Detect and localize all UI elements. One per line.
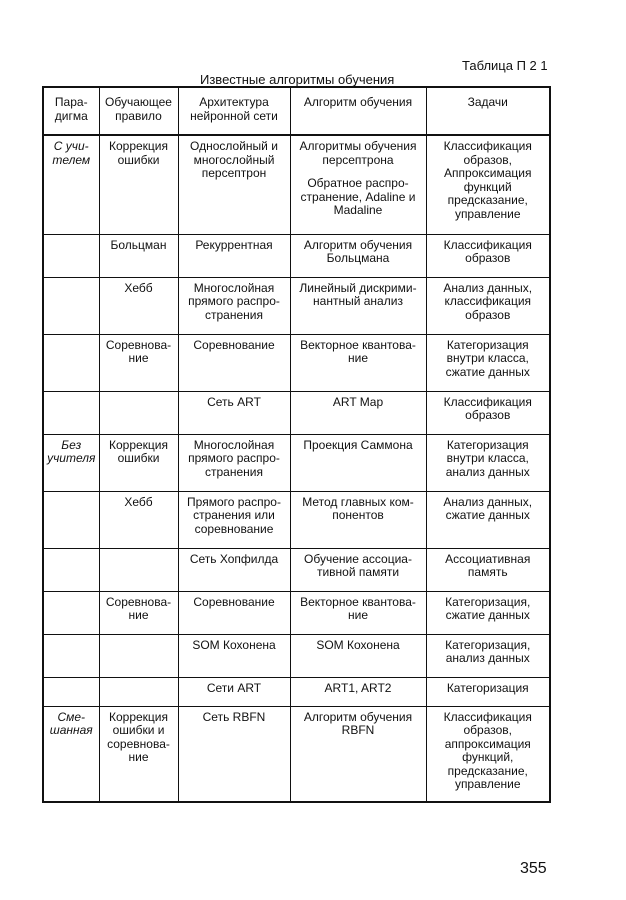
cell-algorithm: Проекция Саммона <box>290 434 426 491</box>
cell-algorithm: ART1, ART2 <box>290 677 426 706</box>
cell-architecture: Соревнование <box>178 591 290 634</box>
cell-architecture: Сети ART <box>178 677 290 706</box>
table-row <box>43 491 550 548</box>
header-algorithm: Алгоритм обучения <box>290 87 426 135</box>
cell-tasks: Классификация образов, аппроксимация функций, предсказание, управление <box>426 706 550 802</box>
cell-paradigm <box>43 277 99 334</box>
cell-algorithm: Линейный дискрими- нантный анализ <box>290 277 426 334</box>
header-architecture: Архитектура нейронной сети <box>178 87 290 135</box>
cell-tasks: Категоризация, сжатие данных <box>426 591 550 634</box>
cell-algorithm: Алгоритм обучения RBFN <box>290 706 426 802</box>
cell-architecture: Многослойная прямого распро- странения <box>178 277 290 334</box>
cell-rule: Коррекция ошибки <box>99 135 178 234</box>
cell-architecture: Многослойная прямого распро- странения <box>178 434 290 491</box>
cell-rule <box>99 548 178 591</box>
table-row <box>43 334 550 391</box>
cell-paradigm: Без учителя <box>43 434 99 491</box>
cell-rule <box>99 677 178 706</box>
cell-architecture: Сеть RBFN <box>178 706 290 802</box>
table-row <box>43 277 550 334</box>
cell-rule: Хебб <box>99 491 178 548</box>
table-label: Таблица П 2 1 <box>462 58 548 73</box>
cell-architecture: Сеть ART <box>178 391 290 434</box>
cell-paradigm <box>43 334 99 391</box>
cell-tasks: Категоризация внутри класса, анализ данных <box>426 434 550 491</box>
cell-paradigm <box>43 677 99 706</box>
algorithm-text: Алгоритмы обучения персептрона <box>299 139 417 167</box>
cell-architecture: SOM Кохонена <box>178 634 290 677</box>
cell-paradigm: Сме- шанная <box>43 706 99 802</box>
cell-rule: Хебб <box>99 277 178 334</box>
cell-paradigm <box>43 548 99 591</box>
cell-algorithm: Метод главных ком- понентов <box>290 491 426 548</box>
table-row <box>43 706 550 802</box>
cell-rule <box>99 634 178 677</box>
cell-paradigm <box>43 591 99 634</box>
cell-rule: Соревнова- ние <box>99 334 178 391</box>
cell-architecture: Однослойный и многослойный персептрон <box>178 135 290 234</box>
header-paradigm: Пара- дигма <box>43 87 99 135</box>
cell-tasks: Классификация образов <box>426 391 550 434</box>
table-row <box>43 135 550 234</box>
table-row <box>43 677 550 706</box>
cell-algorithm: SOM Кохонена <box>290 634 426 677</box>
cell-paradigm <box>43 391 99 434</box>
cell-rule: Коррекция ошибки и соревнова- ние <box>99 706 178 802</box>
cell-tasks: Категоризация внутри класса, сжатие данных <box>426 334 550 391</box>
cell-algorithm: Обучение ассоциа- тивной памяти <box>290 548 426 591</box>
algorithm-extra-text: Обратное распро- странение, Adaline и Madaline <box>300 176 416 217</box>
cell-paradigm <box>43 491 99 548</box>
cell-architecture: Рекуррентная <box>178 234 290 277</box>
table-row <box>43 234 550 277</box>
page-number: 355 <box>520 860 547 877</box>
cell-architecture: Сеть Хопфилда <box>178 548 290 591</box>
cell-rule <box>99 391 178 434</box>
header-tasks: Задачи <box>426 87 550 135</box>
cell-tasks: Анализ данных, классификация образов <box>426 277 550 334</box>
cell-paradigm: С учи- телем <box>43 135 99 234</box>
table-row <box>43 634 550 677</box>
cell-tasks: Категоризация <box>426 677 550 706</box>
cell-tasks: Классификация образов <box>426 234 550 277</box>
cell-algorithm: Векторное квантова- ние <box>290 334 426 391</box>
cell-algorithm: ART Map <box>290 391 426 434</box>
header-row <box>43 87 550 135</box>
cell-algorithm <box>290 135 426 234</box>
cell-tasks: Категоризация, анализ данных <box>426 634 550 677</box>
cell-architecture: Соревнование <box>178 334 290 391</box>
cell-rule: Соревнова- ние <box>99 591 178 634</box>
table-row <box>43 434 550 491</box>
cell-algorithm: Векторное квантова- ние <box>290 591 426 634</box>
cell-rule: Больцман <box>99 234 178 277</box>
cell-tasks: Анализ данных, сжатие данных <box>426 491 550 548</box>
header-rule: Обучающее правило <box>99 87 178 135</box>
table-caption: Известные алгоритмы обучения <box>200 72 395 87</box>
cell-rule: Коррекция ошибки <box>99 434 178 491</box>
cell-algorithm: Алгоритм обучения Больцмана <box>290 234 426 277</box>
table-row <box>43 591 550 634</box>
cell-tasks: Классификация образов, Аппроксимация функций предсказание, управление <box>426 135 550 234</box>
table-row <box>43 548 550 591</box>
cell-paradigm <box>43 234 99 277</box>
cell-architecture: Прямого распро- странения или соревнование <box>178 491 290 548</box>
cell-tasks: Ассоциативная память <box>426 548 550 591</box>
algorithms-table <box>42 86 551 803</box>
cell-paradigm <box>43 634 99 677</box>
table-row <box>43 391 550 434</box>
